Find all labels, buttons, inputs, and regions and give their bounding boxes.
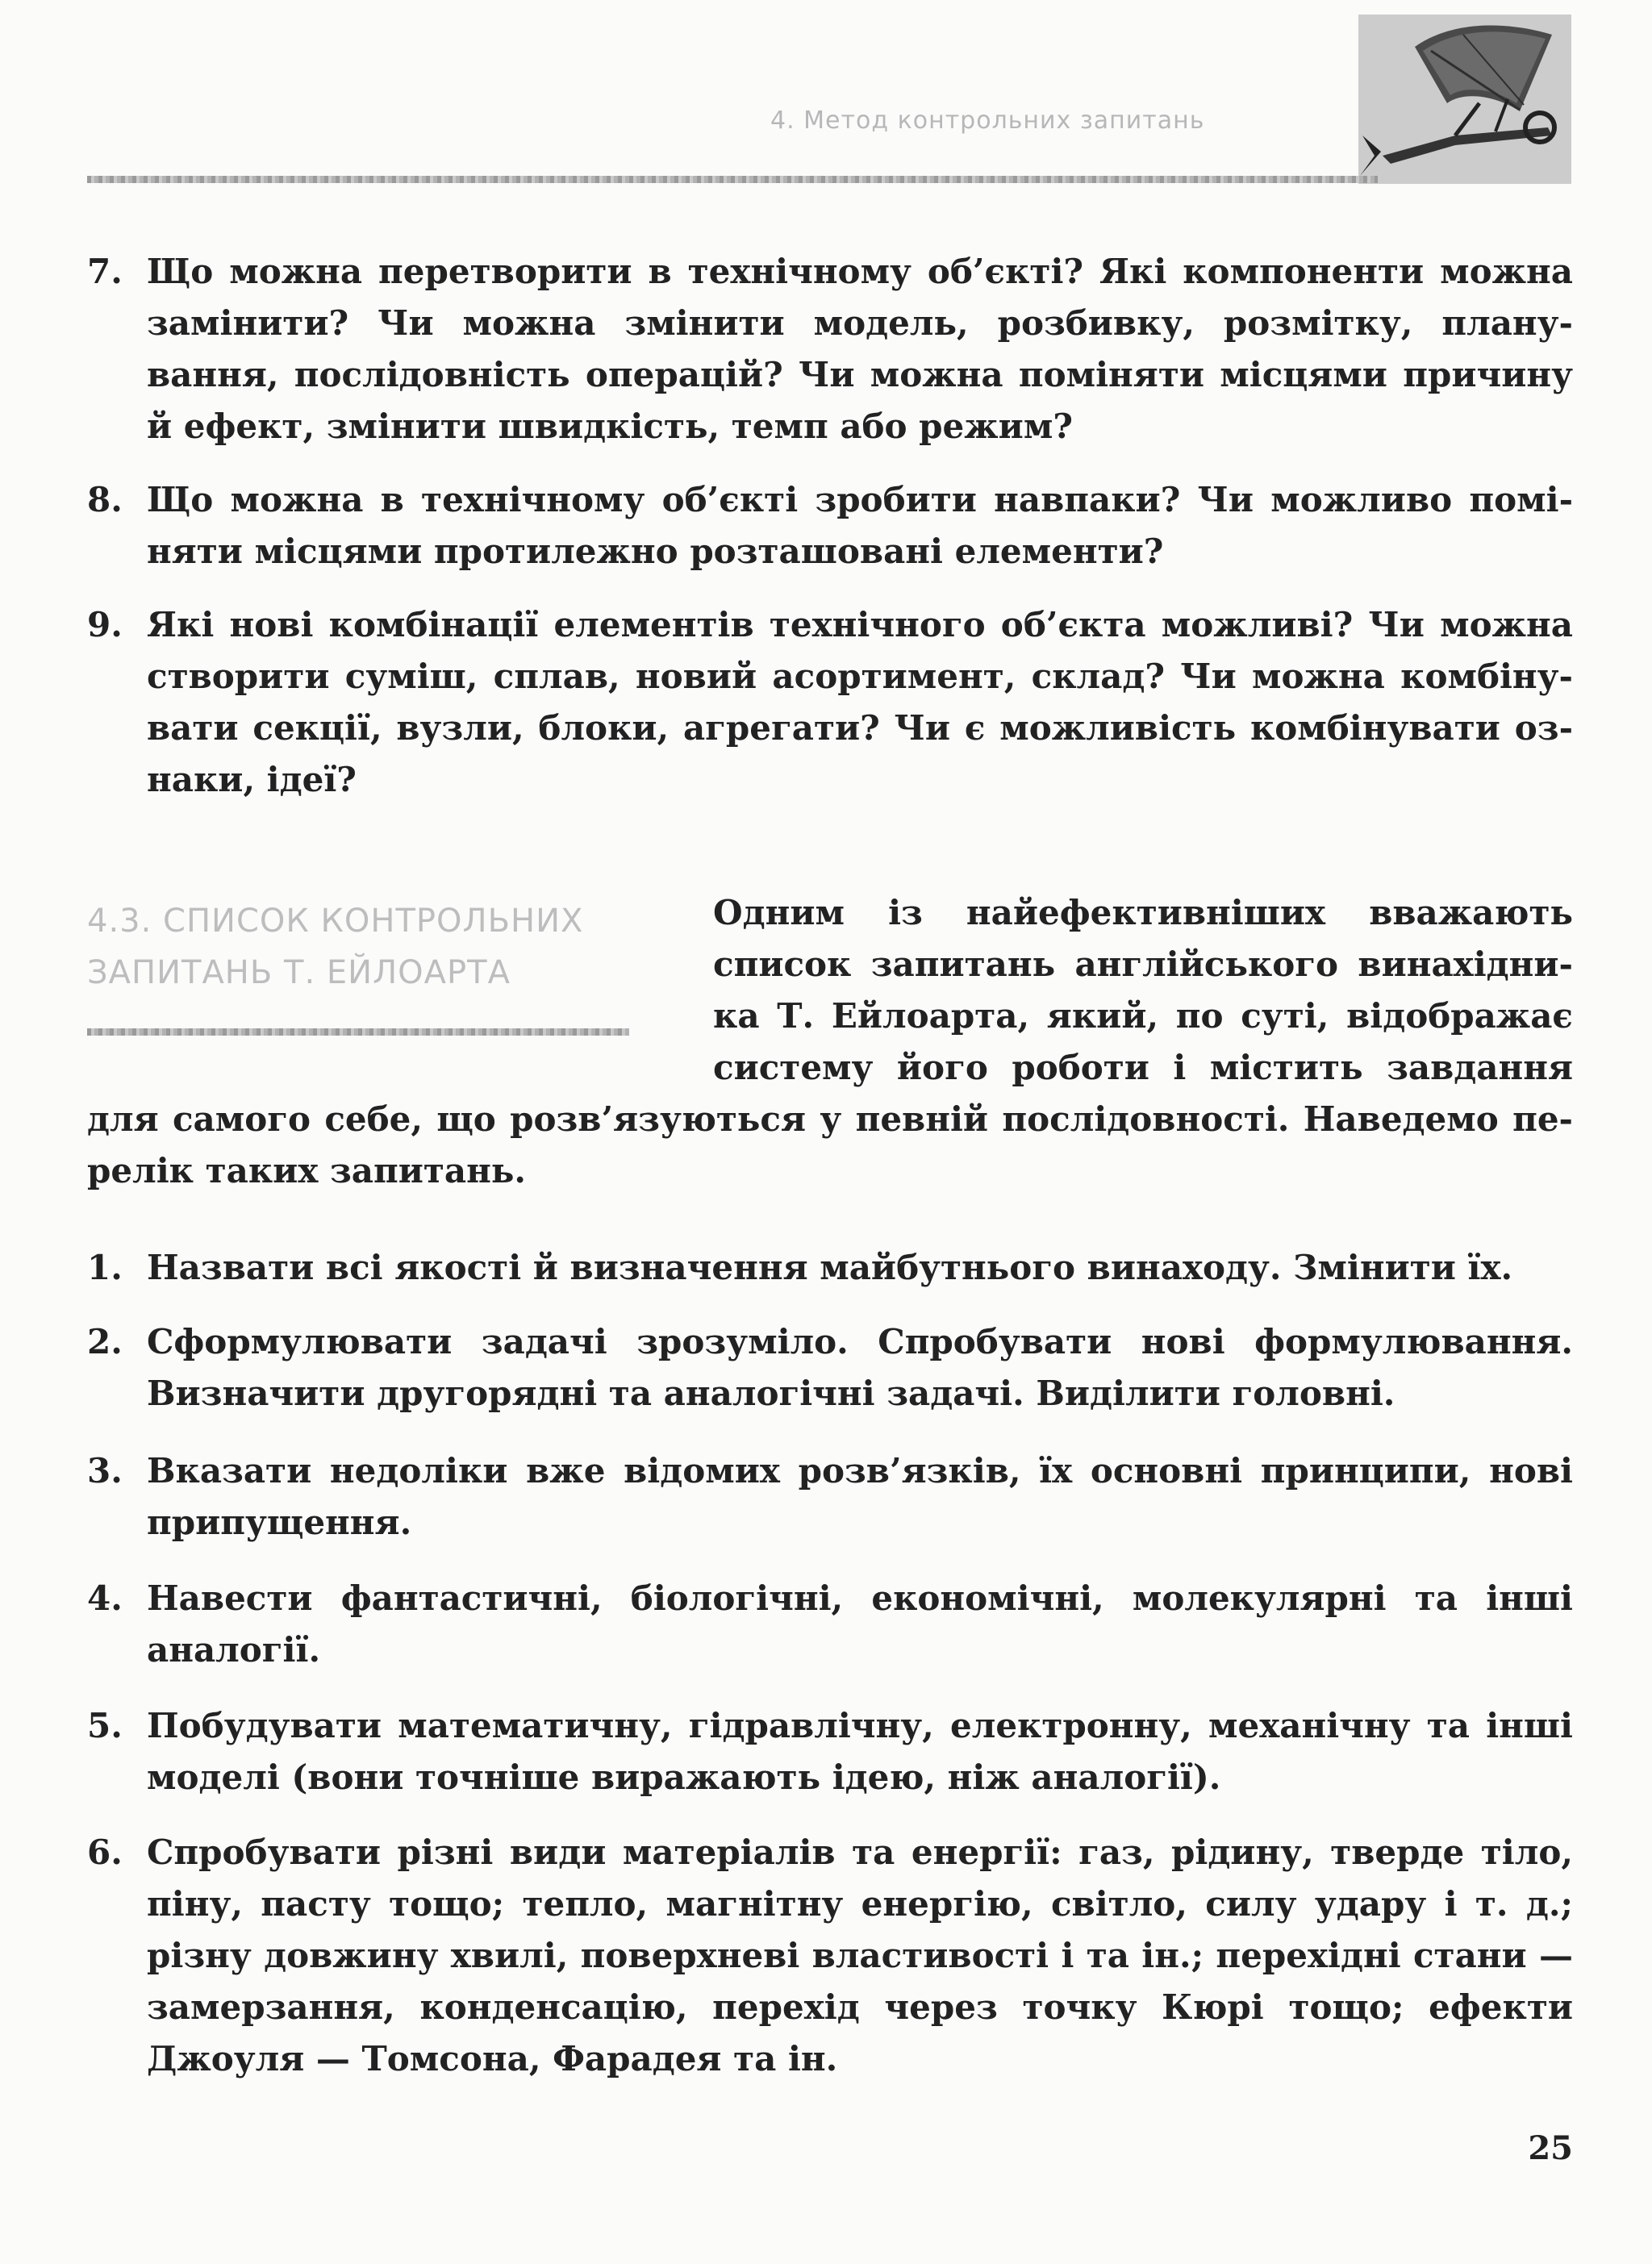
text-line: Вказати недоліки вже відомих розв’язків, їх основні принципи, нові [147, 1451, 1573, 1491]
text-line: для самого себе, що розв’язуються у певній послідовності. Наведемо пе- [87, 1099, 1573, 1139]
list-item-number: 7. [87, 252, 123, 291]
text-line: різну довжину хвилі, поверхневі властивості і та ін.; перехідні стани — [147, 1936, 1573, 1975]
intro-paragraph [87, 887, 1573, 1197]
text-line: Побудувати математичну, гідравлічну, електронну, механічну та інші [147, 1706, 1573, 1745]
text-line: ка Т. Ейлоарта, який, по суті, відображає [713, 996, 1573, 1036]
text-line: Сформулювати задачі зрозуміло. Спробувати нові формулювання. [147, 1322, 1573, 1361]
list-item-number: 6. [87, 1832, 123, 1872]
text-line: Спробувати різні види матеріалів та енергії: газ, рідину, тверде тіло, [147, 1832, 1573, 1872]
text-line: Визначити другорядні та аналогічні задачі. Виділити головні. [147, 1374, 1395, 1413]
text-line: наки, ідеї? [147, 760, 357, 799]
list-item-text [147, 1445, 1573, 1549]
list-item-number: 1. [87, 1248, 123, 1287]
list-item-text [147, 1827, 1573, 2085]
header-divider [87, 176, 1378, 183]
list-item-number: 2. [87, 1322, 123, 1361]
text-line: піну, пасту тощо; тепло, магнітну енергію, світло, силу удару і т. д.; [147, 1884, 1573, 1924]
list-item-text [147, 1242, 1573, 1294]
text-line: Назвати всі якості й визначення майбутнього винаходу. Змінити їх. [147, 1248, 1513, 1287]
text-line: аналогії. [147, 1630, 321, 1670]
section-heading-line: 4.3. СПИСОК КОНТРОЛЬНИХ [87, 903, 584, 940]
text-line: припущення. [147, 1503, 412, 1542]
text-line: замерзання, конденсацію, перехід через точку Кюрі тощо; ефекти [147, 1987, 1573, 2027]
text-line: вати секції, вузли, блоки, агрегати? Чи є можливість комбінувати оз- [147, 708, 1573, 748]
list-item-text [147, 599, 1573, 806]
text-line: Джоуля — Томсона, Фарадея та ін. [147, 2039, 838, 2078]
text-line: створити суміш, сплав, новий асортимент, склад? Чи можна комбіну- [147, 657, 1573, 696]
list-item-number: 4. [87, 1578, 123, 1618]
flying-machine-illustration [1358, 15, 1571, 184]
text-line: Навести фантастичні, біологічні, економічні, молекулярні та інші [147, 1578, 1573, 1618]
list-item-text [147, 1700, 1573, 1803]
list-item-text [147, 474, 1573, 577]
text-line: й ефект, змінити швидкість, темп або режим? [147, 407, 1073, 446]
list-item-text [147, 1573, 1573, 1676]
text-line: замінити? Чи можна змінити модель, розбивку, розмітку, плану- [147, 303, 1573, 343]
text-line: Що можна перетворити в технічному об’єкті? Які компоненти можна [147, 252, 1573, 291]
text-line: Що можна в технічному об’єкті зробити навпаки? Чи можливо помі- [147, 480, 1573, 519]
text-line: систему його роботи і містить завдання [713, 1048, 1573, 1087]
text-line: релік таких запитань. [87, 1151, 527, 1190]
section-heading-line: ЗАПИТАНЬ Т. ЕЙЛОАРТА [87, 954, 511, 991]
text-line: Які нові комбінації елементів технічного об’єкта можливі? Чи можна [147, 605, 1573, 644]
list-item-number: 5. [87, 1706, 123, 1745]
list-item-text [147, 246, 1573, 452]
list-item-text [147, 1316, 1573, 1420]
list-item-number: 3. [87, 1451, 123, 1491]
text-line: Одним із найефективніших вважають [713, 893, 1573, 932]
text-line: список запитань англійського винахідни- [713, 944, 1573, 984]
text-line: вання, послідовність операцій? Чи можна поміняти місцями причину [147, 355, 1573, 394]
text-line: моделі (вони точніше виражають ідею, ніж аналогії). [147, 1757, 1221, 1797]
text-line: няти місцями протилежно розташовані елементи? [147, 532, 1164, 571]
list-item-number: 9. [87, 605, 123, 644]
running-header-title: 4. Метод контрольних запитань [770, 106, 1205, 135]
page-number: 25 [1528, 2129, 1573, 2167]
list-item-number: 8. [87, 480, 123, 519]
